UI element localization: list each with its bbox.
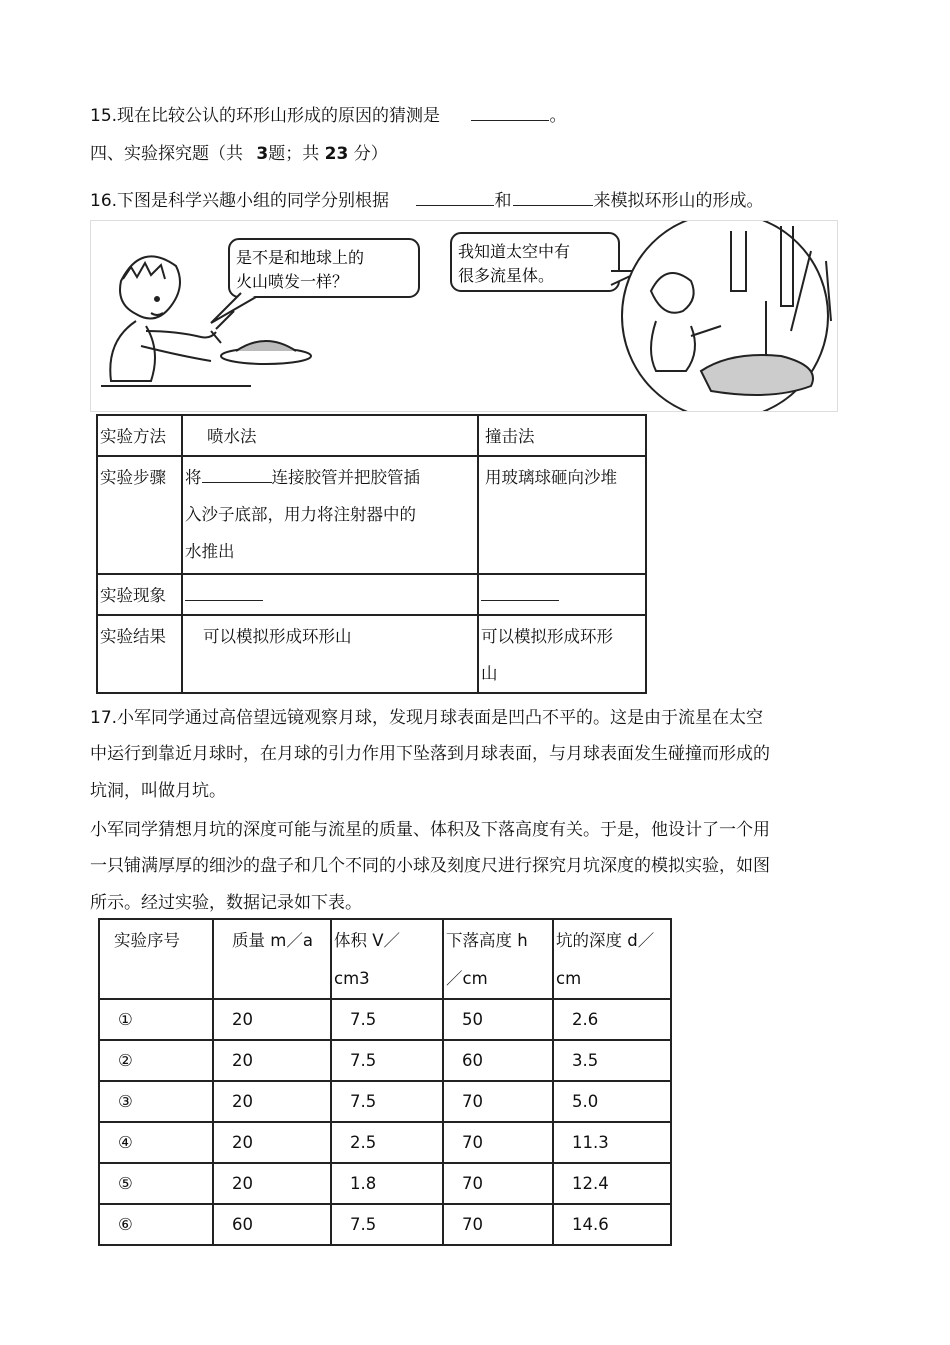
cell-mass: 20 (213, 1163, 331, 1204)
cell-volume: 7.5 (331, 1040, 443, 1081)
row-label: 实验方法 (97, 415, 182, 456)
q16-text-pre: 16.下图是科学兴趣小组的同学分别根据 (90, 191, 390, 211)
cell-trial: ① (99, 999, 213, 1040)
q17-line: 所示。经过实验，数据记录如下表。 (90, 893, 362, 913)
row-label: 实验现象 (97, 574, 182, 615)
cell-steps-b: 用玻璃球砸向沙堆 (478, 456, 646, 574)
cell-trial: ③ (99, 1081, 213, 1122)
steps-a-line-3: 水推出 (185, 542, 235, 561)
cell-trial: ② (99, 1040, 213, 1081)
row-label: 实验步骤 (97, 456, 182, 574)
cell-height: 70 (443, 1204, 553, 1245)
header-mass: 质量 m／a (213, 919, 331, 999)
table-row (97, 615, 646, 693)
q15-blank[interactable] (471, 106, 549, 121)
experiment-method-table (96, 414, 647, 694)
q16-blank-2[interactable] (513, 191, 593, 206)
cell-method-b: 撞击法 (478, 415, 646, 456)
row-label: 实验结果 (97, 615, 182, 693)
header-volume (331, 919, 443, 999)
cell-depth: 2.6 (553, 999, 671, 1040)
bubble-left-line-1: 是不是和地球上的 (236, 248, 365, 267)
bubble-right-line-2: 很多流星体。 (458, 266, 555, 285)
cell-height: 70 (443, 1163, 553, 1204)
cell-phenomenon-b (478, 574, 646, 615)
header-height-line-1: 下落高度 h (446, 931, 528, 950)
bubble-left-line-2: 火山喷发一样？ (236, 272, 349, 291)
table-header-row (99, 919, 671, 999)
header-volume-line-2: cm3 (334, 969, 370, 988)
cell-mass: 20 (213, 999, 331, 1040)
illustration-svg (91, 221, 837, 411)
table-row (97, 574, 646, 615)
cell-depth: 11.3 (553, 1122, 671, 1163)
header-depth-line-1: 坑的深度 d／ (556, 931, 655, 950)
cell-trial: ⑥ (99, 1204, 213, 1245)
table-row (99, 1122, 671, 1163)
q16-text-mid: 和 (494, 191, 512, 211)
steps-a-pre: 将 (185, 468, 202, 487)
cell-method-a: 喷水法 (182, 415, 478, 456)
cell-volume: 1.8 (331, 1163, 443, 1204)
result-b-line-1: 可以模拟形成环形 (481, 627, 613, 646)
cell-volume: 7.5 (331, 1204, 443, 1245)
cell-height: 70 (443, 1081, 553, 1122)
moon-crater-data-table (98, 918, 672, 1246)
section-heading-mid: 题；共 (268, 144, 320, 164)
cell-volume: 7.5 (331, 1081, 443, 1122)
cell-height: 60 (443, 1040, 553, 1081)
table-row (99, 1163, 671, 1204)
cell-mass: 20 (213, 1081, 331, 1122)
header-trial: 实验序号 (99, 919, 213, 999)
header-volume-line-1: 体积 V／ (334, 931, 401, 950)
phenomenon-a-blank[interactable] (185, 586, 263, 601)
table-row (99, 1081, 671, 1122)
cell-depth: 5.0 (553, 1081, 671, 1122)
cell-result-a: 可以模拟形成环形山 (182, 615, 478, 693)
steps-a-blank[interactable] (202, 468, 272, 483)
cell-volume: 7.5 (331, 999, 443, 1040)
steps-a-line-1 (185, 459, 475, 496)
question-15 (90, 101, 566, 126)
cell-result-b (478, 615, 646, 693)
q15-text: 15.现在比较公认的环形山形成的原因的猜测是 (90, 106, 441, 126)
steps-a-line-2: 入沙子底部，用力将注射器中的 (185, 505, 416, 524)
header-depth-line-2: cm (556, 969, 582, 988)
cell-mass: 20 (213, 1122, 331, 1163)
table-row (99, 1040, 671, 1081)
q17-line: 一只铺满厚厚的细沙的盘子和几个不同的小球及刻度尺进行探究月坑深度的模拟实验，如图 (90, 856, 770, 876)
result-b-line-2: 山 (481, 664, 498, 683)
cell-volume: 2.5 (331, 1122, 443, 1163)
cell-height: 70 (443, 1122, 553, 1163)
cell-depth: 14.6 (553, 1204, 671, 1245)
table-row (97, 456, 646, 574)
experiment-illustration (90, 220, 838, 412)
bubble-right-line-1: 我知道太空中有 (458, 242, 571, 261)
cell-height: 50 (443, 999, 553, 1040)
cell-depth: 12.4 (553, 1163, 671, 1204)
header-height-line-2: ／cm (446, 969, 488, 988)
phenomenon-b-blank[interactable] (481, 586, 559, 601)
q16-text-post: 来模拟环形山的形成。 (593, 191, 764, 211)
q17-line: 坑洞，叫做月坑。 (90, 781, 226, 801)
section-heading (90, 139, 388, 164)
table-row (99, 1204, 671, 1245)
question-16 (90, 186, 763, 211)
cell-trial: ⑤ (99, 1163, 213, 1204)
header-depth (553, 919, 671, 999)
q17-line: 中运行到靠近月球时，在月球的引力作用下坠落到月球表面，与月球表面发生碰撞而形成的 (90, 744, 770, 764)
cell-phenomenon-a (182, 574, 478, 615)
section-heading-pre: 四、实验探究题（共 (90, 144, 243, 164)
table-row (97, 415, 646, 456)
q17-line: 小军同学猜想月坑的深度可能与流星的质量、体积及下落高度有关。于是，他设计了一个用 (90, 820, 770, 840)
section-score: 23 (324, 144, 349, 164)
cell-mass: 20 (213, 1040, 331, 1081)
q17-line: 17.小军同学通过高倍望远镜观察月球，发现月球表面是凹凸不平的。这是由于流星在太空 (90, 708, 764, 728)
table-row (99, 999, 671, 1040)
impact-scene-drawing (622, 221, 831, 411)
header-height (443, 919, 553, 999)
q16-blank-1[interactable] (416, 191, 494, 206)
steps-a-post: 连接胶管并把胶管插 (271, 468, 420, 487)
cell-steps-a (182, 456, 478, 574)
cell-mass: 60 (213, 1204, 331, 1245)
section-question-count: 3 (256, 144, 269, 164)
q15-period: 。 (549, 106, 567, 126)
section-heading-post: 分） (353, 144, 388, 164)
cell-trial: ④ (99, 1122, 213, 1163)
cell-depth: 3.5 (553, 1040, 671, 1081)
